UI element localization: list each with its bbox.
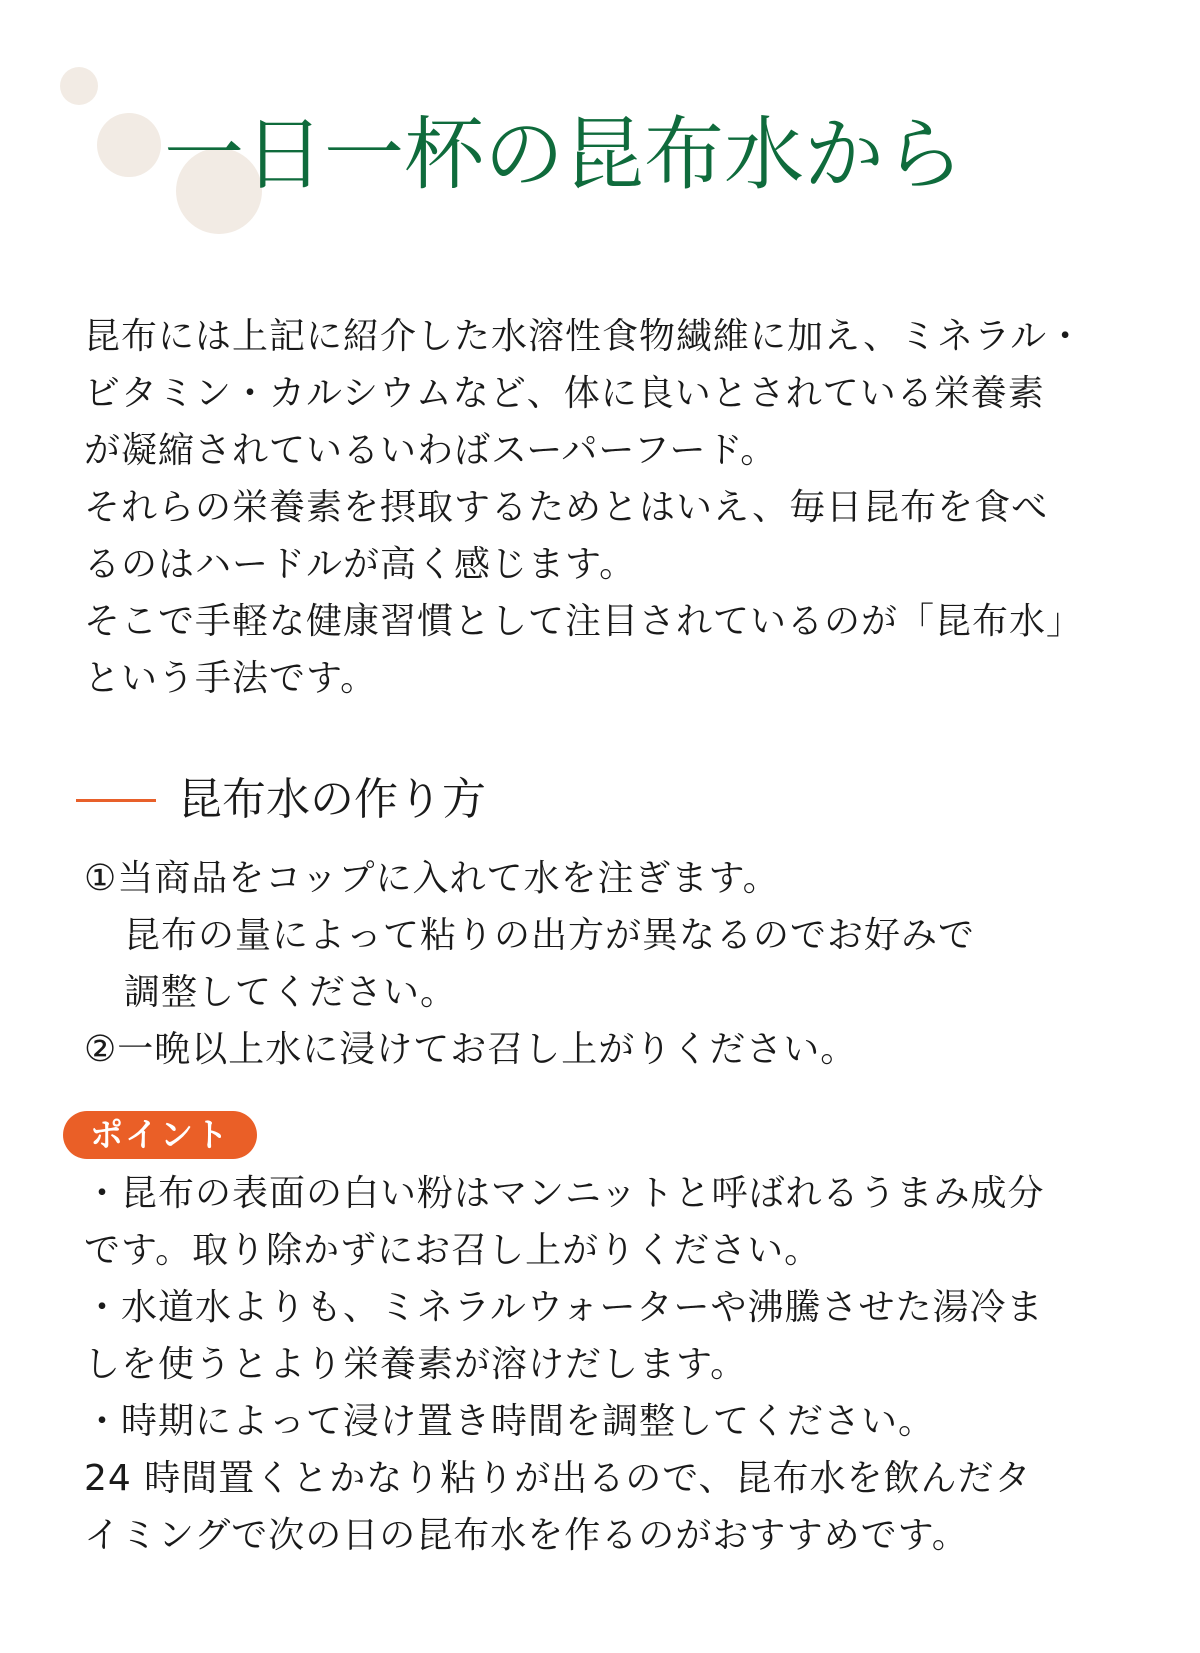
howto-heading-text: 昆布水の作り方	[178, 774, 486, 825]
howto-heading	[76, 770, 486, 830]
step-line: 昆布の量によって粘りの出方が異なるのでお好みで	[124, 915, 976, 956]
decor-circle-medium	[97, 113, 161, 177]
point-line: ・水道水よりも、ミネラルウォーターや沸騰させた湯冷ま	[84, 1287, 1044, 1328]
step-line: 調整してください。	[124, 972, 458, 1013]
intro-line: そこで手軽な健康習慣として注目されているのが「昆布水」	[84, 601, 1084, 642]
point-line: イミングで次の日の昆布水を作るのがおすすめです。	[84, 1515, 969, 1556]
point-line: ・時期によって浸け置き時間を調整してください。	[84, 1401, 936, 1442]
point-line: です。取り除かずにお召し上がりください。	[84, 1230, 822, 1271]
page-title: 一日一杯の昆布水から	[164, 108, 964, 201]
step-line: ②一晩以上水に浸けてお召し上がりください。	[84, 1029, 858, 1070]
point-list	[84, 1165, 1154, 1564]
heading-rule	[76, 799, 156, 802]
point-line: 24 時間置くとかなり粘りが出るので、昆布水を飲んだタ	[84, 1458, 1032, 1499]
point-line: ・昆布の表面の白い粉はマンニットと呼ばれるうまみ成分	[84, 1173, 1045, 1214]
intro-line: るのはハードルが高く感じます。	[84, 544, 637, 585]
step-line: ①当商品をコップに入れて水を注ぎます。	[84, 858, 780, 899]
intro-line: という手法です。	[84, 658, 378, 699]
intro-line: ビタミン・カルシウムなど、体に良いとされている栄養素	[84, 373, 1045, 414]
intro-paragraph	[84, 308, 1154, 707]
intro-line: が凝縮されているいわばスーパーフード。	[84, 430, 778, 471]
intro-line: それらの栄養素を摂取するためとはいえ、毎日昆布を食べ	[84, 487, 1049, 528]
point-line: しを使うとより栄養素が溶けだします。	[84, 1344, 748, 1385]
decor-circle-small	[60, 67, 98, 105]
intro-line: 昆布には上記に紹介した水溶性食物繊維に加え、ミネラル・	[84, 316, 1085, 357]
point-badge: ポイント	[63, 1111, 257, 1159]
howto-steps	[84, 850, 1154, 1078]
